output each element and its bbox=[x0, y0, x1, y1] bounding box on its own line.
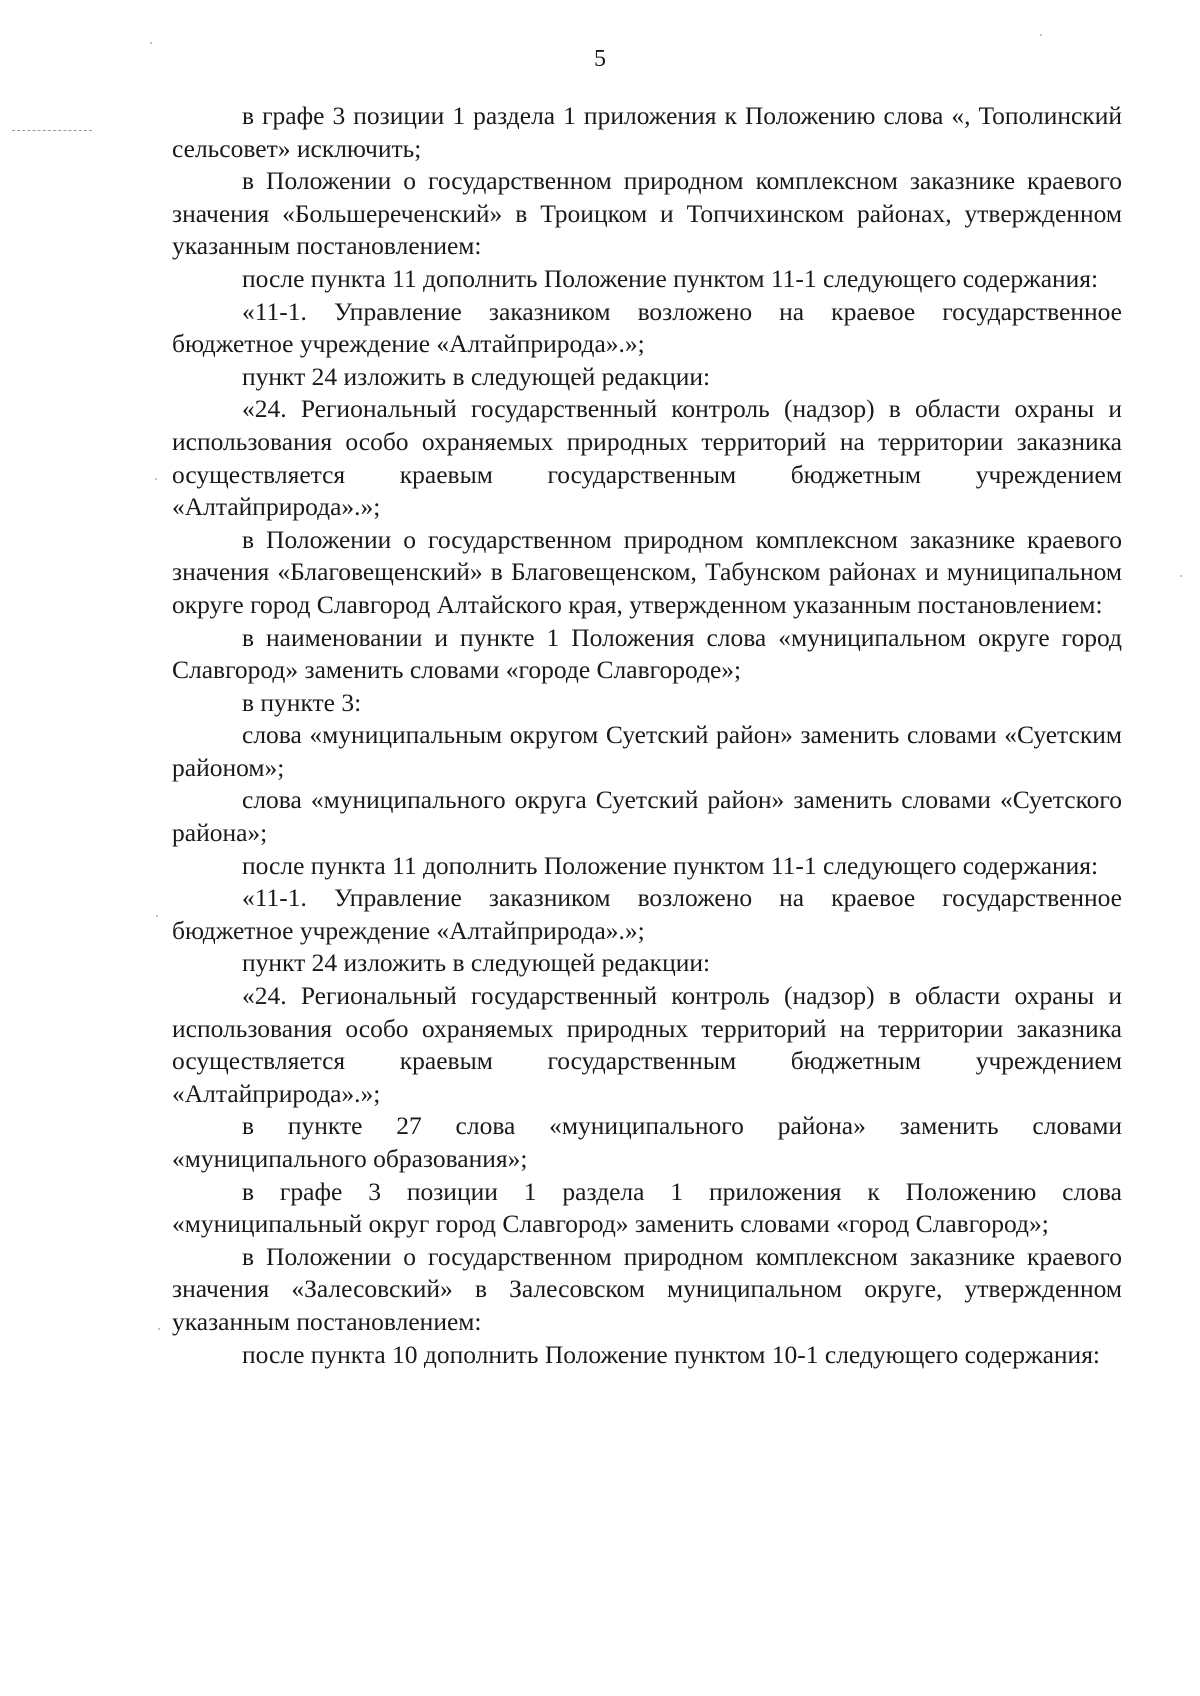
scan-speck bbox=[1180, 575, 1182, 577]
paragraph: в графе 3 позиции 1 раздела 1 приложения к Положению слова «, Тополинский сельсовет» исключить; bbox=[172, 101, 1122, 163]
scan-speck bbox=[150, 42, 152, 44]
paragraph: слова «муниципального округа Суетский район» заменить словами «Суетского района»; bbox=[172, 785, 1122, 848]
paragraph: в Положении о государственном природном комплексном заказнике краевого значения «Большереченский» в Троицком и Топчихинском районах, утвержденном указанным постановлением: bbox=[172, 166, 1122, 261]
paragraph: в Положении о государственном природном комплексном заказнике краевого значения «Залесовский» в Залесовском муниципальном округе, утвержденном указанным постановлением: bbox=[172, 1241, 1122, 1336]
paragraph: «24. Региональный государственный контроль (надзор) в области охраны и использования особо охраняемых природных территорий на территории заказника осуществляется краевым государственным бюджетным учреждением «Алтайприрода».»; bbox=[172, 981, 1122, 1108]
page-number: 5 bbox=[594, 46, 606, 72]
paragraph: «24. Региональный государственный контроль (надзор) в области охраны и использования особо охраняемых природных территорий на территории заказника осуществляется краевым государственным бюджетным учреждением «Алтайприрода».»; bbox=[172, 394, 1122, 522]
paragraph: после пункта 11 дополнить Положение пунктом 11-1 следующего содержания: bbox=[242, 850, 1099, 880]
scan-speck bbox=[158, 1328, 160, 1330]
document-body bbox=[172, 100, 1122, 1371]
paragraph: в пункте 27 слова «муниципального района» заменить словами «муниципального образования»; bbox=[172, 1111, 1122, 1173]
paragraph: в Положении о государственном природном комплексном заказнике краевого значения «Благовещенский» в Благовещенском, Табунском районах и муниципальном округе город Славгород Алтайского края, утвержденном указанным постановлением: bbox=[172, 524, 1122, 619]
scan-speck bbox=[156, 915, 158, 917]
paragraph: в наименовании и пункте 1 Положения слова «муниципальном округе город Славгород» заменить словами «городе Славгороде»; bbox=[172, 622, 1122, 685]
paragraph: после пункта 10 дополнить Положение пунктом 10-1 следующего содержания: bbox=[242, 1339, 1101, 1369]
paragraph: в графе 3 позиции 1 раздела 1 приложения к Положению слова «муниципальный округ город Славгород» заменить словами «город Славгород»; bbox=[172, 1176, 1122, 1239]
scan-speck bbox=[1040, 34, 1042, 36]
paragraph: «11-1. Управление заказником возложено на краевое государственное бюджетное учреждение «Алтайприрода».»; bbox=[172, 883, 1122, 945]
paragraph: в пункте 3: bbox=[242, 687, 362, 717]
paragraph: «11-1. Управление заказником возложено на краевое государственное бюджетное учреждение «Алтайприрода».»; bbox=[172, 296, 1122, 359]
paragraph: после пункта 11 дополнить Положение пунктом 11-1 следующего содержания: bbox=[242, 263, 1099, 293]
paragraph: слова «муниципальным округом Суетский район» заменить словами «Суетским районом»; bbox=[172, 720, 1122, 782]
paragraph: пункт 24 изложить в следующей редакции: bbox=[242, 361, 711, 391]
margin-mark bbox=[12, 130, 92, 132]
paragraph: пункт 24 изложить в следующей редакции: bbox=[242, 948, 711, 978]
scan-speck bbox=[155, 478, 157, 480]
